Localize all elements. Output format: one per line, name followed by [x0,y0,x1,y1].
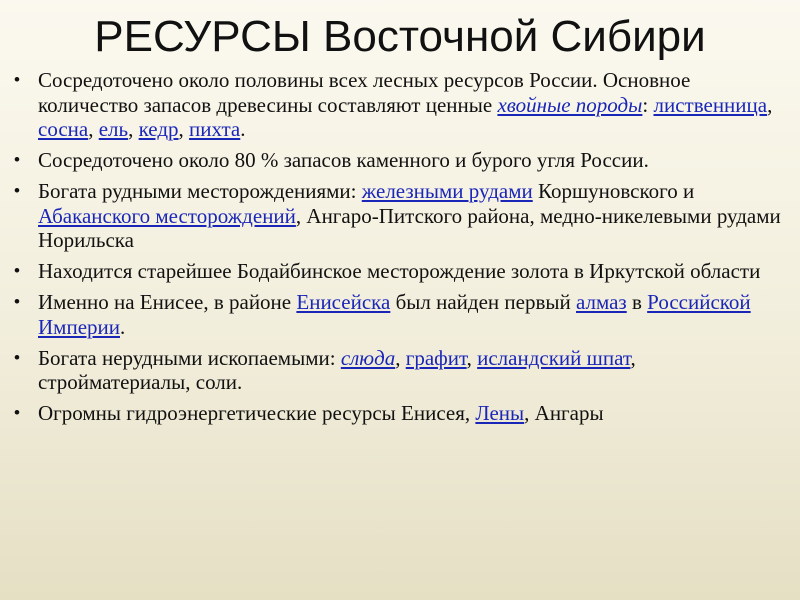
text: , [767,92,773,117]
link-conifers[interactable]: хвойные породы [497,92,643,117]
bullet-ore-deposits [14,179,790,253]
slide-title: РЕСУРСЫ Восточной Сибири [94,12,706,61]
text: , стройматериалы, соли. [38,345,636,394]
link-spruce[interactable]: ель [98,117,129,141]
text: . [240,117,246,141]
link-pine[interactable]: сосна [38,117,89,141]
link-russian-empire[interactable]: Российской Империи [38,290,751,339]
text: Богата рудными месторождениями: [38,179,362,203]
text: , [178,117,190,141]
link-graphite[interactable]: графит [405,345,467,370]
bullet-gold [14,259,790,284]
text: был найден первый [390,290,576,314]
bullet-dot-icon: • [14,347,20,367]
text: Сосредоточено около 80 % запасов каменного и бурого угля России. [38,148,649,172]
link-lena[interactable]: Лены [475,401,525,425]
link-diamond[interactable]: алмаз [575,290,627,314]
text: Богата нерудными ископаемыми: [38,345,341,370]
bullet-coal [14,148,790,173]
text: в [626,290,648,314]
bullet-dot-icon: • [14,403,20,422]
bullet-dot-icon: • [14,292,20,311]
text: Огромны гидроэнергетические ресурсы Енисея, [38,401,476,425]
bullet-dot-icon: • [14,70,20,89]
bullet-forest-resources [14,68,790,142]
text: , [128,117,139,141]
text: . [120,314,126,339]
bullet-hydropower [14,401,790,426]
link-cedar[interactable]: кедр [138,117,179,141]
text: , Ангаро-Питского района, медно-никелевыми рудами Норильска [38,203,781,252]
link-iron-ores[interactable]: железными рудами [361,179,533,203]
bullet-dot-icon: • [14,261,20,280]
bullet-dot-icon: • [14,181,20,200]
text: Коршуновского и [532,179,695,203]
bullet-nonmetallic [14,346,790,395]
link-abakan-deposits[interactable]: Абаканского месторождений [38,203,296,228]
bullet-list [14,68,790,432]
bullet-diamond [14,290,790,339]
link-mica[interactable]: слюда [340,345,396,370]
text: , [395,345,406,370]
text: Находится старейшее Бодайбинское месторождение золота в Иркутской области [38,259,761,283]
link-fir[interactable]: пихта [189,117,241,141]
text: Сосредоточено около половины всех лесных ресурсов России. Основное количество запасов древесины составляют ценные [38,68,691,117]
text: Именно на Енисее, в районе [38,290,297,314]
text: , [466,345,478,370]
link-iceland-spar[interactable]: исландский шпат [477,345,631,370]
link-larch[interactable]: лиственница [653,92,768,117]
link-yeniseysk[interactable]: Енисейска [296,290,391,314]
text: : [642,92,654,117]
bullet-dot-icon: • [14,150,20,169]
text: , Ангары [524,401,604,425]
text: , [88,117,99,141]
